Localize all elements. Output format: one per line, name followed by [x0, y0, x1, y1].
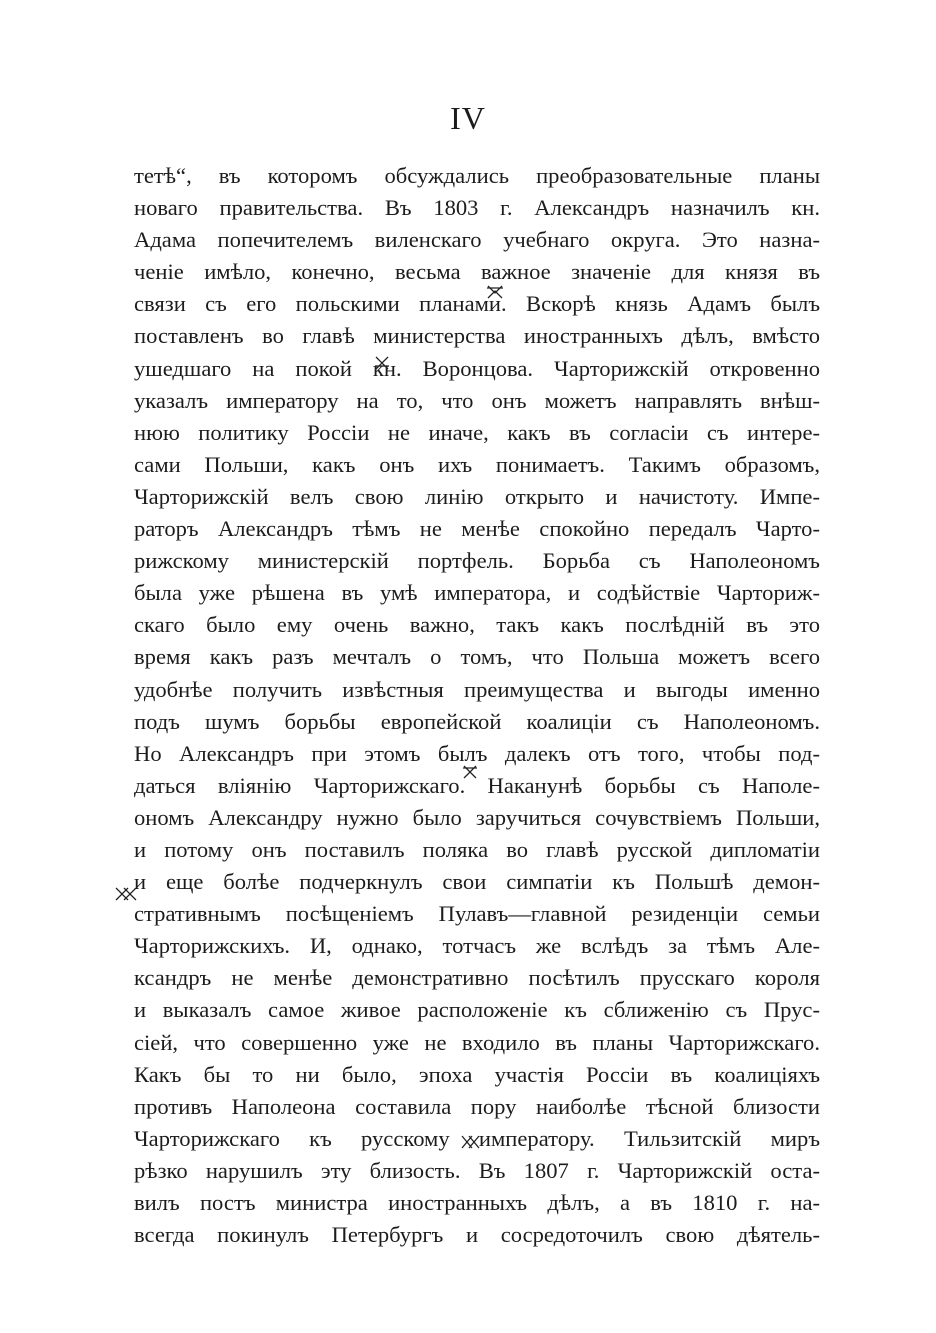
text-line: всегда покинулъ Петербургъ и сосредоточилъ свою дѣятель- [134, 1222, 820, 1248]
text-line: указалъ императору на то, что онъ можетъ направлять внѣш- [134, 387, 820, 413]
handwritten-mark-icon [374, 356, 390, 370]
handwritten-mark-icon [114, 886, 138, 902]
text-line: поставленъ во главѣ министерства иностранныхъ дѣлъ, вмѣсто [134, 323, 820, 349]
text-line: ономъ Александру нужно было заручиться сочувствіемъ Польши, [134, 804, 820, 830]
text-line: связи съ его польскими планами. Вскорѣ князь Адамъ былъ [134, 291, 820, 317]
page-number: IV [450, 100, 486, 136]
text-line: ченіе имѣло, конечно, весьма важное значеніе для князя въ [134, 259, 820, 285]
handwritten-mark-icon [462, 764, 478, 780]
handwritten-mark-icon [460, 1134, 482, 1150]
text-line: и еще болѣе подчеркнулъ свои симпатіи къ Польшѣ демон- [134, 869, 820, 895]
text-line: раторъ Александръ тѣмъ не менѣе спокойно передалъ Чарто- [134, 516, 820, 542]
text-line: скаго было ему очень важно, такъ какъ послѣдній въ это [134, 612, 820, 638]
text-line: Какъ бы то ни было, эпоха участія Россіи въ коалиціяхъ [134, 1061, 820, 1087]
text-line: стративнымъ посѣщеніемъ Пулавъ—главной резиденціи семьи [134, 901, 820, 927]
text-line: сіей, что совершенно уже не входило въ планы Чарторижскаго. [134, 1029, 820, 1055]
text-line: была уже рѣшена въ умѣ императора, и содѣйствіе Чарториж- [134, 580, 820, 606]
text-line: удобнѣе получить извѣстныя преимущества и выгоды именно [134, 676, 820, 702]
text-line: нюю политику Россіи не иначе, какъ въ согласіи съ интере- [134, 419, 820, 445]
text-line: ушедшаго на покой кн. Воронцова. Чарторижскій откровенно [134, 355, 820, 381]
text-line: тетѣ“, въ которомъ обсуждались преобразовательные планы [134, 163, 820, 188]
text-line: и потому онъ поставилъ поляка во главѣ русской дипломатіи [134, 836, 820, 862]
text-line: Но Александръ при этомъ былъ далекъ отъ того, чтобы под- [134, 740, 820, 766]
text-line: новаго правительства. Въ 1803 г. Александръ назначилъ кн. [134, 195, 820, 221]
text-line: ксандръ не менѣе демонстративно посѣтилъ прусскаго короля [134, 965, 820, 991]
text-line: Адама попечителемъ виленскаго учебнаго округа. Это назна- [134, 227, 820, 253]
text-line: рижскому министерскій портфель. Борьба съ Наполеономъ [134, 548, 820, 574]
text-line: рѣзко нарушилъ эту близость. Въ 1807 г. Чарторижскій оста- [134, 1157, 820, 1183]
text-line: Чарторижскій велъ свою линію открыто и начистоту. Импе- [134, 483, 820, 509]
text-line: даться вліянію Чарторижскаго. Наканунѣ борьбы съ Наполе- [134, 772, 820, 798]
text-line: противъ Наполеона составила пору наиболѣе тѣсной близости [134, 1093, 820, 1119]
text-line: вилъ постъ министра иностранныхъ дѣлъ, а въ 1810 г. на- [134, 1190, 820, 1215]
body-text [134, 160, 820, 1251]
text-line: Чарторижскаго къ русскому императору. Тильзитскій миръ [134, 1125, 820, 1151]
text-line: Чарторижскихъ. И, однако, тотчасъ же вслѣдъ за тѣмъ Але- [134, 933, 820, 959]
text-line: сами Польши, какъ онъ ихъ понимаетъ. Такимъ образомъ, [134, 451, 820, 477]
text-line: и выказалъ самое живое расположеніе къ сближенію съ Прус- [134, 997, 820, 1023]
handwritten-mark-icon [486, 284, 504, 300]
text-line: подъ шумъ борьбы европейской коалиціи съ Наполеономъ. [134, 708, 820, 734]
text-line: время какъ разъ мечталъ о томъ, что Польша можетъ всего [134, 644, 820, 670]
